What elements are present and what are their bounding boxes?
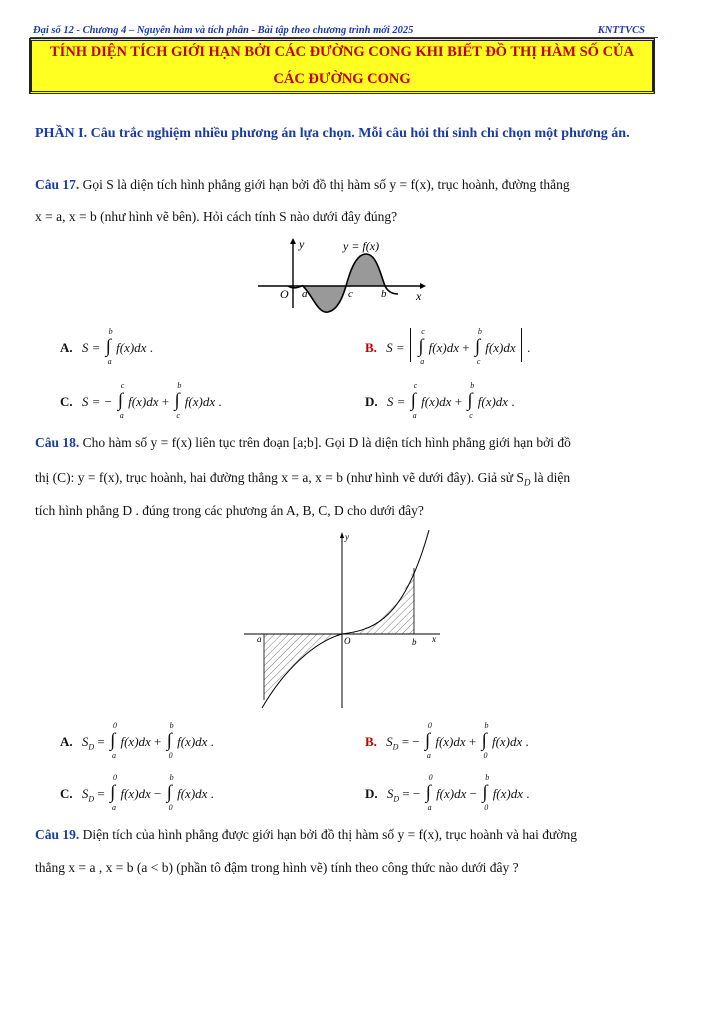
q17-label-a: a xyxy=(302,288,308,300)
section-heading: PHẦN I. Câu trắc nghiệm nhiều phương án lựa chọn. Mỗi câu hỏi thí sinh chỉ chọn một phương án. xyxy=(35,126,630,141)
q18-label-x: x xyxy=(432,634,436,644)
title-line-1: TÍNH DIỆN TÍCH GIỚI HẠN BỞI CÁC ĐƯỜNG CONG KHI BIẾT ĐỒ THỊ HÀM SỐ CỦA xyxy=(50,44,634,60)
q17-text-2: x = a, x = b (như hình vẽ bên). Hỏi cách tính S nào dưới đây đúng? xyxy=(35,209,398,224)
header-right: KNTTVCS xyxy=(597,25,645,36)
q18-text-1: Cho hàm số y = f(x) liên tục trên đoạn [a;b]. Gọi D là diện tích hình phẳng giới hạn bởi đồ xyxy=(82,435,571,450)
q17-label-fx: y = f(x) xyxy=(343,239,380,253)
q18-option-a[interactable]: A. $S_D$ = ∫ 0 a f(x)dx + ∫ b 0 f(x)dx . xyxy=(60,721,214,760)
q17-option-c[interactable]: C. S = − ∫ c a f(x)dx + ∫ b c f(x)dx . xyxy=(60,381,222,420)
q18-line-2: thị (C): y = f(x), trục hoành, hai đường thẳng x = a, x = b (như hình vẽ dưới đây). Giả sử $S_D$ là diện xyxy=(35,470,571,488)
q19-line-2 xyxy=(35,859,657,877)
q18-figure xyxy=(244,530,444,710)
q18-line-1 xyxy=(35,434,657,452)
q17-y-arrow xyxy=(290,238,296,244)
title-line-2: CÁC ĐƯỜNG CONG xyxy=(273,71,411,87)
q18-shaded-positive xyxy=(342,568,414,634)
q18-label: Câu 18. xyxy=(35,435,80,450)
q17-shaded-negative xyxy=(303,286,346,312)
q18-label-b: b xyxy=(412,637,417,647)
header-left: Đại số 12 - Chương 4 – Nguyên hàm và tích phân - Bài tập theo chương trình mới 2025 xyxy=(33,25,414,36)
q18-label-y: y xyxy=(345,532,349,542)
q17-label-y: y xyxy=(299,237,305,251)
q18-text-2: thị (C): y = f(x), trục hoành, hai đường thẳng x = a, x = b (như hình vẽ dưới đây). Giả sử S xyxy=(35,470,524,485)
q17-line-2 xyxy=(35,208,657,226)
q18-option-d[interactable]: D. $S_D$ = − ∫ 0 a f(x)dx − ∫ b 0 f(x)dx . xyxy=(365,773,530,812)
q19-text-1: Diện tích của hình phẳng được giới hạn bởi đồ thị hàm số y = f(x), trục hoành và hai đường xyxy=(82,827,577,842)
q17-text-1: Gọi S là diện tích hình phẳng giới hạn bởi đồ thị hàm số y = f(x), trục hoành, đường thẳng xyxy=(82,177,570,192)
q18-shaded-negative xyxy=(264,634,342,700)
q17-label-O: O xyxy=(280,287,289,301)
page-header xyxy=(33,25,653,36)
q17-line-1 xyxy=(35,176,657,194)
q17-label-b: b xyxy=(381,288,387,300)
q18-line-3 xyxy=(35,502,657,520)
q17-label-x: x xyxy=(416,289,422,303)
q18-label-O: O xyxy=(344,636,351,646)
q17-option-d[interactable]: D. S = ∫ c a f(x)dx + ∫ b c f(x)dx . xyxy=(365,381,515,420)
q18-text-3: tích hình phẳng D . đúng trong các phương án A, B, C, D cho dưới đây? xyxy=(35,503,424,518)
q19-text-2: thẳng x = a , x = b (a < b) (phần tô đậm trong hình vẽ) tính theo công thức nào dưới đây ? xyxy=(35,860,519,875)
q19-label: Câu 19. xyxy=(35,827,80,842)
q17-option-b[interactable]: B. S = ∫ c a f(x)dx + ∫ b c f(x)dx . xyxy=(365,327,531,366)
q17-label-c: c xyxy=(348,288,353,300)
title-box xyxy=(29,38,655,94)
q17-label: Câu 17. xyxy=(35,177,80,192)
q18-y-arrow xyxy=(340,532,344,538)
q17-figure xyxy=(258,236,428,316)
q19-line-1 xyxy=(35,826,657,844)
q17-option-a[interactable]: A. S = ∫ b a f(x)dx . xyxy=(60,327,153,366)
q18-label-a: a xyxy=(257,634,262,644)
q18-option-c[interactable]: C. $S_D$ = ∫ 0 a f(x)dx − ∫ b 0 f(x)dx . xyxy=(60,773,214,812)
q18-option-b[interactable]: B. $S_D$ = − ∫ 0 a f(x)dx + ∫ b 0 f(x)dx . xyxy=(365,721,529,760)
